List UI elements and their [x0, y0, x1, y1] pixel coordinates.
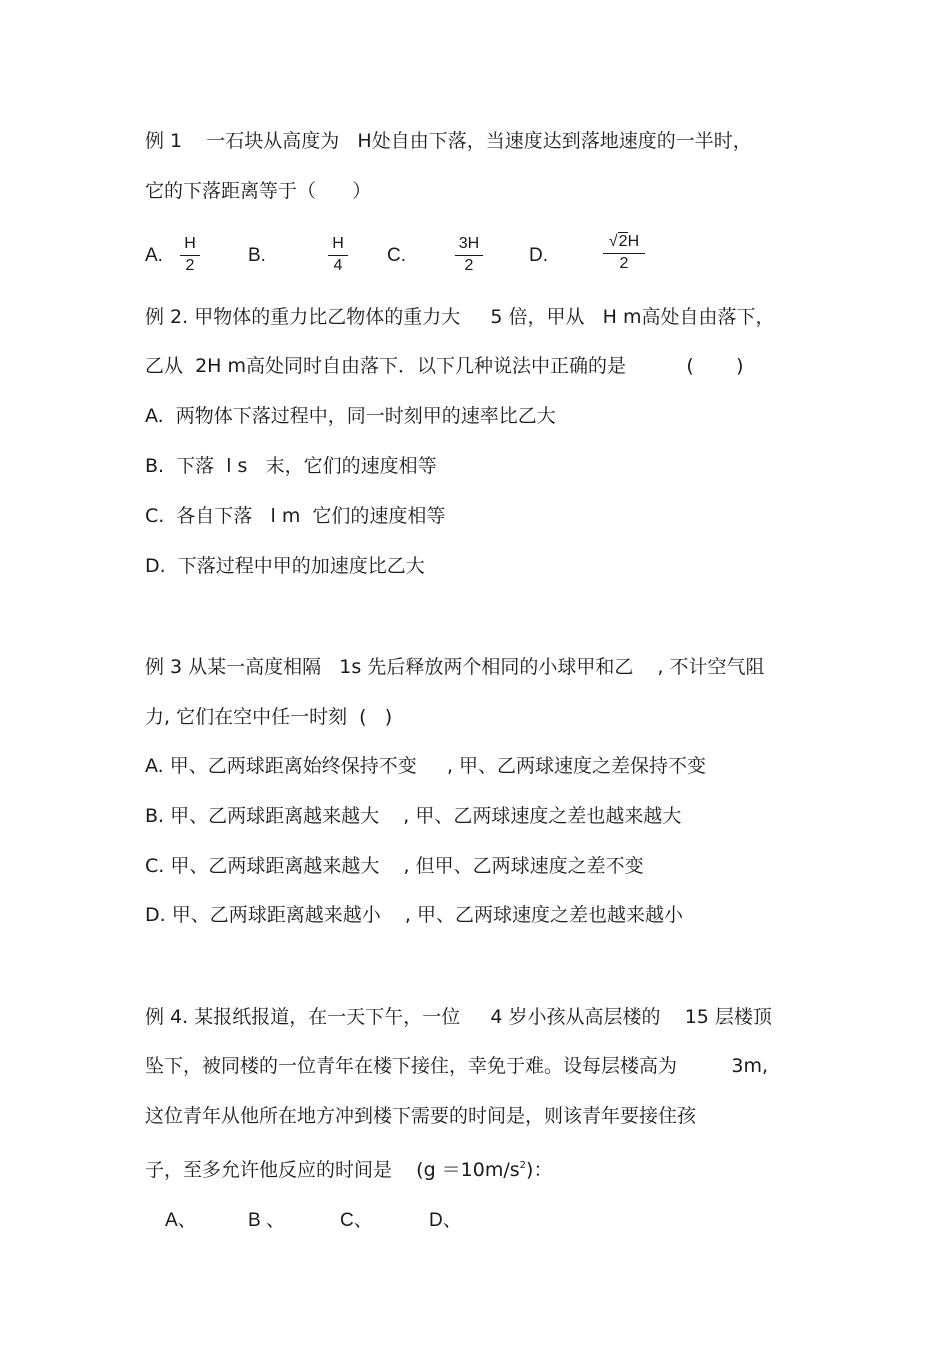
q1-option-c-label: C.: [387, 245, 406, 266]
q2-option-d: D. 下落过程中甲的加速度比乙大: [145, 555, 425, 577]
q4-option-c: C、: [340, 1210, 373, 1231]
q4-line4: [145, 1154, 552, 1182]
q4-line4-text: 子，至多允许他反应的时间是 (g ＝10m/s: [145, 1159, 520, 1181]
q3-line1: 例 3 从某一高度相隔 1s 先后释放两个相同的小球甲和乙 , 不计空气阻: [145, 656, 765, 678]
sqrt-icon: √: [608, 233, 618, 250]
q3-option-a: A. 甲、乙两球距离始终保持不变 , 甲、乙两球速度之差保持不变: [145, 755, 707, 777]
q4-line2: 坠下，被同楼的一位青年在楼下接住，幸免于难。设每层楼高为 3m,: [145, 1055, 768, 1077]
q4-option-a: A、: [165, 1210, 197, 1231]
q4-option-b: B 、: [248, 1210, 285, 1231]
q1-line2: 它的下落距离等于（ ）: [145, 180, 372, 202]
q3-option-c: C. 甲、乙两球距离越来越大 , 但甲、乙两球速度之差不变: [145, 855, 644, 877]
q4-line1: 例 4. 某报纸报道，在一天下午，一位 4 岁小孩从高层楼的 15 层楼顶: [145, 1006, 772, 1028]
q1-line1: 例 1 一石块从高度为 H处自由下落，当速度达到落地速度的一半时，: [145, 130, 752, 152]
q3-option-b: B. 甲、乙两球距离越来越大 , 甲、乙两球速度之差也越来越大: [145, 805, 682, 827]
q1-option-b-label: B.: [248, 245, 266, 266]
fraction-bar: [455, 255, 483, 256]
q3-line2: 力, 它们在空中任一时刻 ( ): [145, 706, 393, 728]
q1-option-b-num: H: [332, 235, 344, 252]
q1-option-d-fraction: [603, 233, 645, 273]
q4-line4-end: )：: [526, 1159, 553, 1181]
q2-option-a: A. 两物体下落过程中，同一时刻甲的速率比乙大: [145, 405, 556, 427]
q1-option-a-label: A.: [145, 245, 163, 266]
q4-line4-exponent: 2: [519, 1160, 527, 1171]
q1-option-a-num: H: [184, 235, 196, 252]
q1-option-d-label: D.: [529, 245, 548, 266]
q1-option-c-num: 3H: [458, 235, 480, 252]
fraction-bar: [328, 255, 348, 256]
q1-option-c-fraction: [455, 235, 483, 275]
q1-option-a-fraction: [180, 235, 200, 275]
q2-line2: 乙从 2H m高处同时自由落下．以下几种说法中正确的是 ( ): [145, 355, 744, 377]
q1-option-b-den: 4: [333, 257, 343, 274]
q1-option-a-den: 2: [185, 257, 195, 274]
q4-option-d: D、: [429, 1210, 462, 1231]
q3-option-d: D. 甲、乙两球距离越来越小 , 甲、乙两球速度之差也越来越小: [145, 904, 683, 926]
q2-line1: 例 2. 甲物体的重力比乙物体的重力大 5 倍，甲从 H m高处自由落下，: [145, 306, 775, 328]
q1-option-b-fraction: [328, 235, 348, 275]
fraction-bar: [603, 253, 645, 254]
q2-option-c: C. 各自下落 l m 它们的速度相等: [145, 505, 446, 527]
fraction-bar: [180, 255, 200, 256]
q2-option-b: B. 下落 l s 末，它们的速度相等: [145, 455, 437, 477]
q1-option-d-num-suffix: H: [627, 233, 640, 250]
q1-option-c-den: 2: [464, 257, 474, 274]
q4-line3: 这位青年从他所在地方冲到楼下需要的时间是，则该青年要接住孩: [145, 1105, 697, 1127]
q1-option-d-num: [609, 233, 639, 251]
q1-option-d-radicand: 2: [618, 233, 628, 250]
q1-option-d-den: 2: [619, 255, 629, 272]
